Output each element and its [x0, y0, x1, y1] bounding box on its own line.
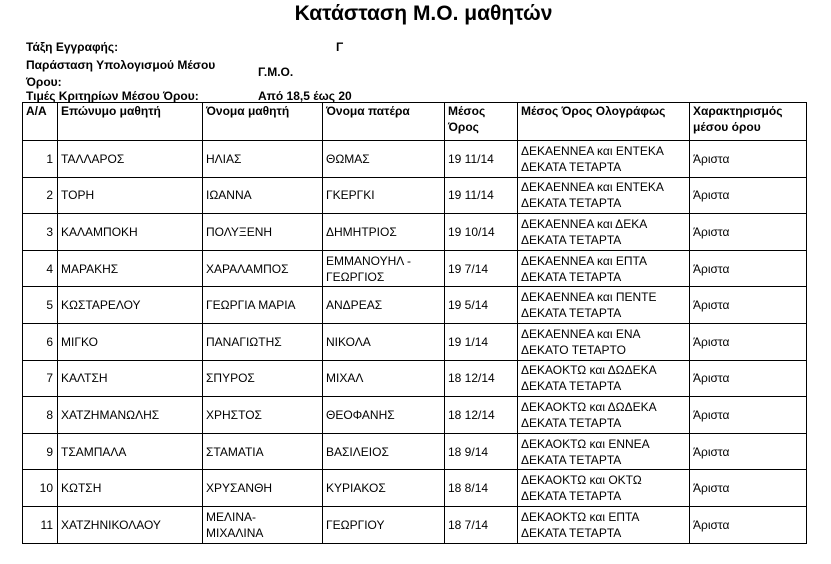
header-avg: [445, 103, 518, 141]
cell-avg: [445, 214, 518, 251]
cell-avg-text: 19 10/14: [448, 224, 495, 239]
cell-surname-text: ΜΑΡΑΚΗΣ: [61, 261, 119, 276]
cell-aa-text: 10: [39, 481, 53, 496]
table-header-row: [23, 103, 807, 141]
cell-words: [518, 433, 690, 470]
cell-char-text: Άριστα: [693, 151, 730, 166]
class-value: Γ: [336, 40, 344, 54]
cell-avg-text: 18 7/14: [448, 517, 489, 532]
cell-avg: [445, 323, 518, 360]
cell-words-text: ΔΕΚΑΤΑ ΤΕΤΑΡΤΑ: [521, 489, 622, 504]
header-avg-line1: Μέσος: [448, 104, 486, 118]
cell-words-text: ΔΕΚΑΤΑ ΤΕΤΑΡΤΑ: [521, 306, 622, 321]
cell-father-text: ΑΝΔΡΕΑΣ: [326, 298, 383, 313]
cell-words-text: ΔΕΚΑΟΚΤΩ και ΔΩΔΕΚΑ: [521, 399, 657, 414]
cell-name: [203, 360, 323, 397]
cell-name: [203, 214, 323, 251]
cell-father: [323, 397, 445, 434]
cell-words-text: ΔΕΚΑΤΑ ΤΕΤΑΡΤΑ: [521, 525, 622, 540]
cell-father-text: ΘΕΟΦΑΝΗΣ: [326, 407, 395, 422]
cell-name-text: ΠΟΛΥΞΕΝΗ: [206, 224, 273, 239]
cell-char: [690, 287, 807, 324]
cell-name-text: ΜΙΧΑΛΙΝΑ: [206, 525, 264, 540]
cell-name: [203, 397, 323, 434]
header-aa: Α/Α: [23, 103, 58, 141]
cell-aa: [23, 287, 58, 324]
cell-father: [323, 250, 445, 287]
cell-char-text: Άριστα: [693, 224, 730, 239]
cell-avg-text: 18 12/14: [448, 407, 495, 422]
cell-avg: [445, 177, 518, 214]
cell-father-text: ΒΑΣΙΛΕΙΟΣ: [326, 444, 389, 459]
cell-avg: [445, 287, 518, 324]
header-name: Όνομα μαθητή: [203, 103, 323, 141]
cell-father: [323, 360, 445, 397]
cell-char: [690, 360, 807, 397]
header-surname: Επώνυμο μαθητή: [58, 103, 203, 141]
cell-father-text: ΓΚΕΡΓΚΙ: [326, 188, 375, 203]
table-row: [23, 397, 807, 434]
cell-words: [518, 177, 690, 214]
cell-father: [323, 214, 445, 251]
cell-name-text: ΧΡΥΣΑΝΘΗ: [206, 481, 273, 496]
cell-surname: [58, 177, 203, 214]
cell-aa-text: 6: [46, 334, 53, 349]
cell-surname-text: ΚΩΤΣΗ: [61, 481, 102, 496]
table-body: [23, 141, 807, 544]
table-row: [23, 287, 807, 324]
cell-char: [690, 470, 807, 507]
cell-avg-text: 19 5/14: [448, 298, 489, 313]
header-father: Όνομα πατέρα: [323, 103, 445, 141]
calc-value: Γ.Μ.Ο.: [258, 65, 294, 79]
cell-surname: [58, 360, 203, 397]
cell-name-text: ΣΤΑΜΑΤΙΑ: [206, 444, 264, 459]
cell-aa-text: 7: [46, 371, 53, 386]
cell-words-text: ΔΕΚΑΟΚΤΩ και ΔΩΔΕΚΑ: [521, 363, 657, 378]
header-char-line1: Χαρακτηρισμός: [693, 104, 783, 118]
cell-char-text: Άριστα: [693, 261, 730, 276]
cell-surname-text: ΧΑΤΖΗΝΙΚΟΛΑΟΥ: [61, 517, 161, 532]
cell-aa-text: 2: [46, 188, 53, 203]
cell-surname: [58, 433, 203, 470]
cell-words-text: ΔΕΚΑΤΑ ΤΕΤΑΡΤΑ: [521, 379, 622, 394]
cell-words: [518, 287, 690, 324]
page-title: Κατάσταση Μ.Ο. μαθητών: [294, 2, 553, 25]
calc-label-line2: Όρου:: [26, 75, 62, 89]
cell-char: [690, 141, 807, 178]
table-row: [23, 360, 807, 397]
cell-name-text: ΓΕΩΡΓΙΑ ΜΑΡΙΑ: [206, 298, 296, 313]
cell-surname: [58, 250, 203, 287]
cell-char-text: Άριστα: [693, 407, 730, 422]
table-row: [23, 141, 807, 178]
cell-avg: [445, 360, 518, 397]
cell-aa-text: 4: [46, 261, 53, 276]
cell-aa-text: 9: [46, 444, 53, 459]
cell-father: [323, 177, 445, 214]
cell-avg-text: 19 11/14: [448, 151, 494, 166]
cell-words-text: ΔΕΚΑΤΑ ΤΕΤΑΡΤΑ: [521, 159, 622, 174]
cell-father-text: ΘΩΜΑΣ: [326, 151, 370, 166]
cell-surname: [58, 506, 203, 543]
cell-words: [518, 250, 690, 287]
cell-aa: [23, 141, 58, 178]
cell-father-text: ΕΜΜΑΝΟΥΗΛ -: [326, 253, 411, 268]
cell-father-text: ΓΕΩΡΓΙΟΥ: [326, 517, 385, 532]
cell-name: [203, 506, 323, 543]
cell-char: [690, 323, 807, 360]
cell-aa: [23, 177, 58, 214]
cell-surname-text: ΤΟΡΗ: [61, 188, 95, 203]
cell-aa: [23, 433, 58, 470]
cell-father: [323, 506, 445, 543]
cell-words-text: ΔΕΚΑΤΑ ΤΕΤΑΡΤΑ: [521, 452, 622, 467]
cell-surname: [58, 287, 203, 324]
cell-words: [518, 141, 690, 178]
table-row: [23, 433, 807, 470]
cell-words-text: ΔΕΚΑΤΑ ΤΕΤΑΡΤΑ: [521, 196, 622, 211]
cell-father: [323, 287, 445, 324]
cell-father-text: ΜΙΧΑΛ: [326, 371, 364, 386]
cell-name-text: ΜΕΛΙΝΑ-: [206, 509, 257, 524]
cell-avg: [445, 397, 518, 434]
cell-father: [323, 470, 445, 507]
cell-words-text: ΔΕΚΑΕΝΝΕΑ και ΕΝΤΕΚΑ: [521, 180, 664, 195]
cell-surname-text: ΜΙΓΚΟ: [61, 334, 98, 349]
cell-words-text: ΔΕΚΑΕΝΝΕΑ και ΕΝΑ: [521, 326, 641, 341]
calc-label-line1: Παράσταση Υπολογισμού Μέσου: [26, 58, 216, 72]
cell-words: [518, 470, 690, 507]
cell-aa: [23, 360, 58, 397]
cell-aa: [23, 323, 58, 360]
cell-words: [518, 360, 690, 397]
cell-name-text: ΧΑΡΑΛΑΜΠΟΣ: [206, 261, 289, 276]
table-row: [23, 470, 807, 507]
cell-aa-text: 8: [46, 407, 53, 422]
cell-char: [690, 506, 807, 543]
cell-surname-text: ΚΑΛΤΣΗ: [61, 371, 108, 386]
cell-char: [690, 250, 807, 287]
cell-surname-text: ΚΑΛΑΜΠΟΚΗ: [61, 224, 138, 239]
header-char-line2: μέσου όρου: [693, 120, 761, 134]
cell-aa: [23, 506, 58, 543]
cell-avg: [445, 250, 518, 287]
students-table: [22, 102, 807, 544]
cell-father: [323, 141, 445, 178]
cell-avg: [445, 506, 518, 543]
cell-surname-text: ΚΩΣΤΑΡΕΛΟΥ: [61, 298, 141, 313]
cell-words-text: ΔΕΚΑΕΝΝΕΑ και ΠΕΝΤΕ: [521, 290, 657, 305]
criteria-label: Τιμές Κριτηρίων Μέσου Όρου:: [26, 89, 199, 103]
cell-char: [690, 433, 807, 470]
cell-aa-text: 1: [46, 151, 53, 166]
cell-words-text: ΔΕΚΑΤΑ ΤΕΤΑΡΤΑ: [521, 232, 622, 247]
cell-aa: [23, 397, 58, 434]
cell-aa: [23, 250, 58, 287]
cell-surname: [58, 470, 203, 507]
cell-char-text: Άριστα: [693, 517, 730, 532]
cell-surname-text: ΤΑΛΛΑΡΟΣ: [61, 151, 125, 166]
cell-avg-text: 18 8/14: [448, 481, 489, 496]
cell-char-text: Άριστα: [693, 444, 730, 459]
cell-words-text: ΔΕΚΑΤΑ ΤΕΤΑΡΤΑ: [521, 269, 622, 284]
cell-father-text: ΝΙΚΟΛΑ: [326, 334, 371, 349]
cell-name: [203, 141, 323, 178]
header-avg-line2: Όρος: [448, 120, 479, 134]
cell-avg-text: 18 12/14: [448, 371, 495, 386]
cell-char-text: Άριστα: [693, 481, 730, 496]
cell-surname-text: ΤΣΑΜΠΑΛΑ: [61, 444, 127, 459]
criteria-value: Από 18,5 έως 20: [258, 89, 352, 103]
cell-char: [690, 214, 807, 251]
cell-char-text: Άριστα: [693, 298, 730, 313]
cell-aa-text: 3: [46, 224, 53, 239]
cell-name: [203, 177, 323, 214]
cell-avg: [445, 433, 518, 470]
cell-words-text: ΔΕΚΑΕΝΝΕΑ και ΕΝΤΕΚΑ: [521, 143, 664, 158]
cell-name: [203, 287, 323, 324]
cell-avg-text: 19 1/14: [448, 334, 489, 349]
table-row: [23, 250, 807, 287]
cell-father: [323, 323, 445, 360]
cell-words-text: ΔΕΚΑΤΑ ΤΕΤΑΡΤΑ: [521, 415, 622, 430]
cell-words: [518, 214, 690, 251]
cell-aa: [23, 214, 58, 251]
cell-avg: [445, 141, 518, 178]
cell-words-text: ΔΕΚΑΕΝΝΕΑ και ΕΠΤΑ: [521, 253, 647, 268]
cell-surname-text: ΧΑΤΖΗΜΑΝΩΛΗΣ: [61, 407, 160, 422]
cell-father-text: ΚΥΡΙΑΚΟΣ: [326, 481, 386, 496]
cell-name-text: ΙΩΑΝΝΑ: [206, 188, 252, 203]
cell-name-text: ΣΠΥΡΟΣ: [206, 371, 255, 386]
cell-father: [323, 433, 445, 470]
cell-char-text: Άριστα: [693, 334, 730, 349]
class-label: Τάξη Εγγραφής:: [26, 40, 119, 54]
cell-name: [203, 470, 323, 507]
cell-words-text: ΔΕΚΑΟΚΤΩ και ΕΠΤΑ: [521, 509, 640, 524]
cell-avg: [445, 470, 518, 507]
cell-words-text: ΔΕΚΑΕΝΝΕΑ και ΔΕΚΑ: [521, 216, 648, 231]
cell-name: [203, 433, 323, 470]
cell-surname: [58, 397, 203, 434]
cell-aa-text: 11: [40, 517, 53, 532]
table-row: [23, 177, 807, 214]
cell-char-text: Άριστα: [693, 188, 730, 203]
cell-name: [203, 250, 323, 287]
cell-surname: [58, 141, 203, 178]
cell-aa-text: 5: [46, 298, 53, 313]
header-char: [690, 103, 807, 141]
cell-words: [518, 397, 690, 434]
cell-char: [690, 177, 807, 214]
cell-char: [690, 397, 807, 434]
cell-name-text: ΧΡΗΣΤΟΣ: [206, 407, 262, 422]
cell-surname: [58, 214, 203, 251]
table-row: [23, 214, 807, 251]
cell-words: [518, 323, 690, 360]
cell-avg-text: 19 7/14: [448, 261, 489, 276]
cell-avg-text: 19 11/14: [448, 188, 494, 203]
table-row: [23, 506, 807, 543]
cell-aa: [23, 470, 58, 507]
cell-name: [203, 323, 323, 360]
cell-char-text: Άριστα: [693, 371, 730, 386]
cell-words-text: ΔΕΚΑΟΚΤΩ και ΕΝΝΕΑ: [521, 436, 650, 451]
cell-surname: [58, 323, 203, 360]
cell-name-text: ΠΑΝΑΓΙΩΤΗΣ: [206, 334, 282, 349]
cell-avg-text: 18 9/14: [448, 444, 489, 459]
cell-name-text: ΗΛΙΑΣ: [206, 151, 242, 166]
cell-father-text: ΓΕΩΡΓΙΟΣ: [326, 269, 385, 284]
table-row: [23, 323, 807, 360]
cell-words: [518, 506, 690, 543]
cell-words-text: ΔΕΚΑΟΚΤΩ και ΟΚΤΩ: [521, 473, 642, 488]
cell-father-text: ΔΗΜΗΤΡΙΟΣ: [326, 224, 397, 239]
cell-words-text: ΔΕΚΑΤΟ ΤΕΤΑΡΤΟ: [521, 342, 626, 357]
header-words: Μέσος Όρος Ολογράφως: [518, 103, 690, 141]
